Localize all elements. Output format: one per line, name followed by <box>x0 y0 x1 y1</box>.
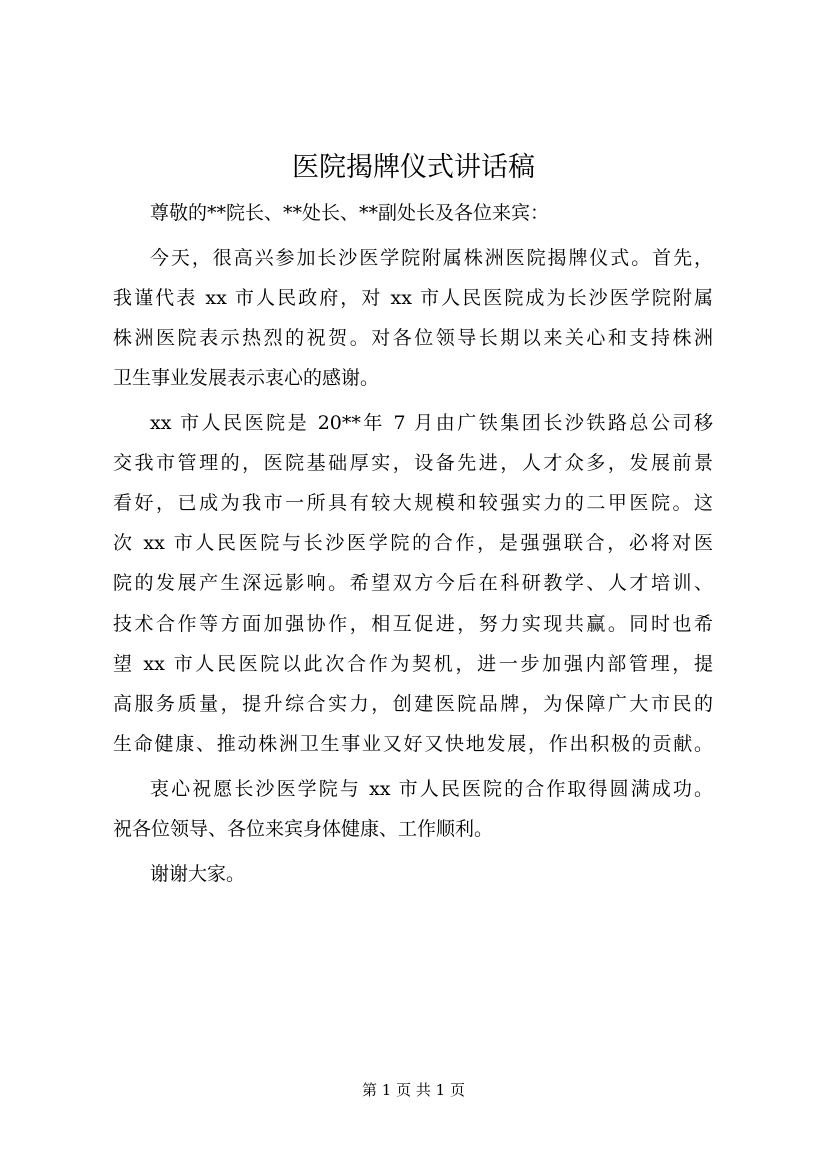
body-line: 祝各位领导、各位来宾身体健康、工作顺利。 <box>113 818 494 840</box>
body-line: 株洲医院表示热烈的祝贺。对各位领导长期以来关心和支持株洲 <box>113 327 713 349</box>
page-number-footer: 第 1 页 共 1 页 <box>362 1081 465 1099</box>
body-line: 院的发展产生深远影响。希望双方今后在科研教学、人才培训、 <box>113 572 713 594</box>
body-line: 生命健康、推动株洲卫生事业又好又快地发展，作出积极的贡献。 <box>113 733 713 755</box>
body-line: 交我市管理的，医院基础厚实，设备先进，人才众多，发展前景 <box>113 452 713 474</box>
body-line: 看好，已成为我市一所具有较大规模和较强实力的二甲医院。这 <box>113 492 713 514</box>
body-line: 我谨代表 xx 市人民政府，对 xx 市人民医院成为长沙医学院附属 <box>113 287 713 309</box>
body-line: 望 xx 市人民医院以此次合作为契机，进一步加强内部管理，提 <box>113 653 713 675</box>
body-line: 衷心祝愿长沙医学院与 xx 市人民医院的合作取得圆满成功。 <box>150 778 713 800</box>
salutation-line: 尊敬的**院长、**处长、**副处长及各位来宾： <box>150 202 550 224</box>
document-title: 医院揭牌仪式讲话稿 <box>292 152 535 183</box>
closing-line: 谢谢大家。 <box>150 863 246 885</box>
body-line: 技术合作等方面加强协作，相互促进，努力实现共赢。同时也希 <box>113 613 713 635</box>
body-line: 高服务质量，提升综合实力，创建医院品牌，为保障广大市民的 <box>113 693 713 715</box>
body-line: 次 xx 市人民医院与长沙医学院的合作，是强强联合，必将对医 <box>113 532 713 554</box>
body-line: 卫生事业发展表示衷心的感谢。 <box>113 367 380 389</box>
body-line: 今天，很高兴参加长沙医学院附属株洲医院揭牌仪式。首先， <box>150 247 713 269</box>
body-line: xx 市人民医院是 20**年 7 月由广铁集团长沙铁路总公司移 <box>150 412 713 434</box>
